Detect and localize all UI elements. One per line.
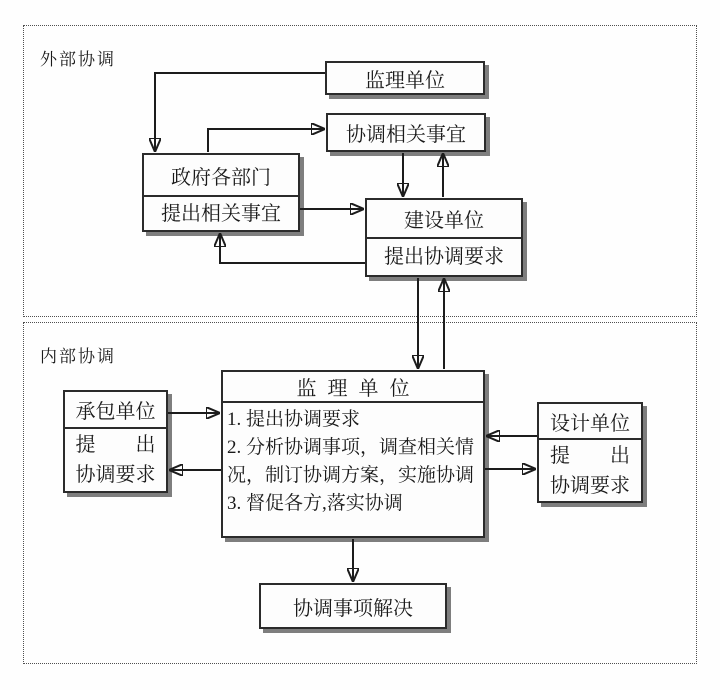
- task-line: 1. 提出协调要求: [227, 409, 361, 430]
- box-label: 协调相关事宜: [346, 124, 466, 146]
- box-label: 协调事项解决: [293, 597, 413, 620]
- note-line: 协调要求: [550, 474, 630, 497]
- supervision-task-list: [223, 403, 483, 536]
- contractor-unit-box: [63, 390, 168, 493]
- task-line: 况，制订协调方案，实施协调: [227, 465, 475, 486]
- box-title: 承包单位: [65, 392, 166, 429]
- note-line: 协调要求: [75, 464, 156, 486]
- internal-region-label: 内部协调: [40, 347, 116, 366]
- box-label: 监理单位: [365, 69, 445, 92]
- matters-resolved-box: [259, 583, 447, 629]
- box-note: [539, 440, 641, 501]
- task-line: 2. 分析协调事项，调查相关情: [227, 437, 475, 458]
- external-region-label: 外部协调: [40, 50, 116, 69]
- external-supervision-unit-box: [325, 61, 485, 95]
- box-note: 提出协调要求: [384, 246, 504, 268]
- design-unit-box: [537, 402, 643, 503]
- coordinate-related-matters-box: [326, 113, 486, 152]
- box-title: 建设单位: [367, 200, 521, 239]
- task-line: 3. 督促各方,落实协调: [227, 493, 403, 514]
- government-departments-box: [142, 153, 300, 232]
- internal-supervision-unit-box: [221, 370, 485, 538]
- box-title: 政府各部门: [144, 155, 298, 197]
- note-line: 提 出: [550, 444, 630, 467]
- box-note: [65, 429, 166, 491]
- box-note: 提出相关事宜: [161, 202, 281, 225]
- note-line: 提 出: [75, 434, 156, 456]
- box-title: 监理单位: [223, 372, 483, 403]
- construction-unit-box: [365, 198, 523, 277]
- box-title: 设计单位: [539, 404, 641, 440]
